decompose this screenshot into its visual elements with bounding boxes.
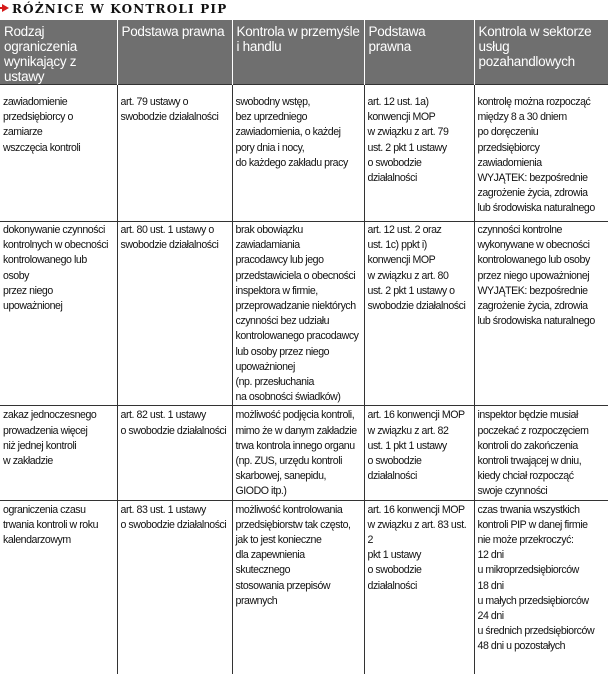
table-cell: art. 79 ustawy o swobodzie działalności bbox=[117, 85, 232, 222]
table-cell: art. 16 konwencji MOP w związku z art. 82 ust. 1 pkt 1 ustawy o swobodzie działalności bbox=[364, 406, 474, 500]
table-cell: art. 80 ust. 1 ustawy o swobodzie działalności bbox=[117, 222, 232, 406]
comparison-table bbox=[0, 20, 608, 674]
header-services-control: Kontrola w sektorze usług pozahandlowych bbox=[474, 20, 608, 85]
header-restriction-type: Rodzaj ograniczenia wynikający z ustawy bbox=[0, 20, 117, 85]
header-row bbox=[0, 20, 608, 85]
table-cell: możliwość podjęcia kontroli, mimo że w danym zakładzie trwa kontrola innego organu (np. ZUS, urzędu kontroli skarbowej, sanepidu, GIODO itp.) bbox=[232, 406, 364, 500]
table-cell: inspektor będzie musiał poczekać z rozpoczęciem kontroli do zakończenia kontroli trwającej w dniu, kiedy chciał rozpocząć swoje czynności bbox=[474, 406, 608, 500]
table-cell: art. 83 ust. 1 ustawy o swobodzie działalności bbox=[117, 500, 232, 674]
table-cell: zakaz jednoczesnego prowadzenia więcej niż jednej kontroli w zakładzie bbox=[0, 406, 117, 500]
table-cell: brak obowiązku zawiadamiania pracodawcy lub jego przedstawiciela o obecności inspektora w firmie, przeprowadzanie niektórych czynności bez udziału kontrolowanego pracodawcy lub osoby przez niego upoważnionej (np. przesłuchania na osobności świadków) bbox=[232, 222, 364, 406]
page-title: RÓŻNICE W KONTROLI PIP bbox=[12, 2, 228, 16]
table-cell: dokonywanie czynności kontrolnych w obecności kontrolowanego lub osoby przez niego upoważnionej bbox=[0, 222, 117, 406]
header-legal-basis-2: Podstawa prawna bbox=[364, 20, 474, 85]
table-cell: czas trwania wszystkich kontroli PIP w danej firmie nie może przekroczyć: 12 dni u mikroprzedsiębiorców 18 dni u małych przedsiębiorców 24 dni u średnich przedsiębiorców 48 dni u pozostałych bbox=[474, 500, 608, 674]
table-cell: zawiadomienie przedsiębiorcy o zamiarze wszczęcia kontroli bbox=[0, 85, 117, 222]
table-cell: art. 16 konwencji MOP w związku z art. 83 ust. 2 pkt 1 ustawy o swobodzie działalności bbox=[364, 500, 474, 674]
table-cell: ograniczenia czasu trwania kontroli w roku kalendarzowym bbox=[0, 500, 117, 674]
title-bar bbox=[0, 0, 608, 22]
table-cell: możliwość kontrolowania przedsiębiorstw tak często, jak to jest konieczne dla zapewnienia skutecznego stosowania przepisów prawnych bbox=[232, 500, 364, 674]
table-cell: art. 12 ust. 2 oraz ust. 1c) ppkt i) konwencji MOP w związku z art. 80 ust. 2 pkt 1 ustawy o swobodzie działalności bbox=[364, 222, 474, 406]
table-row bbox=[0, 222, 608, 406]
table-row bbox=[0, 500, 608, 674]
table-cell: art. 82 ust. 1 ustawy o swobodzie działalności bbox=[117, 406, 232, 500]
table-cell: art. 12 ust. 1a) konwencji MOP w związku z art. 79 ust. 2 pkt 1 ustawy o swobodzie działalności bbox=[364, 85, 474, 222]
table-row bbox=[0, 85, 608, 222]
table-cell: czynności kontrolne wykonywane w obecności kontrolowanego lub osoby przez niego upoważnionej WYJĄTEK: bezpośrednie zagrożenie życia, zdrowia lub środowiska naturalnego bbox=[474, 222, 608, 406]
header-industry-control: Kontrola w przemyśle i handlu bbox=[232, 20, 364, 85]
table-cell: swobodny wstęp, bez uprzedniego zawiadomienia, o każdej pory dnia i nocy, do każdego zakładu pracy bbox=[232, 85, 364, 222]
header-legal-basis-1: Podstawa prawna bbox=[117, 20, 232, 85]
table-cell: kontrolę można rozpocząć między 8 a 30 dniem po doręczeniu przedsiębiorcy zawiadomienia WYJĄTEK: bezpośrednie zagrożenie życia, zdrowia lub środowiska naturalnego bbox=[474, 85, 608, 222]
arrow-icon bbox=[2, 4, 9, 12]
table-row bbox=[0, 406, 608, 500]
